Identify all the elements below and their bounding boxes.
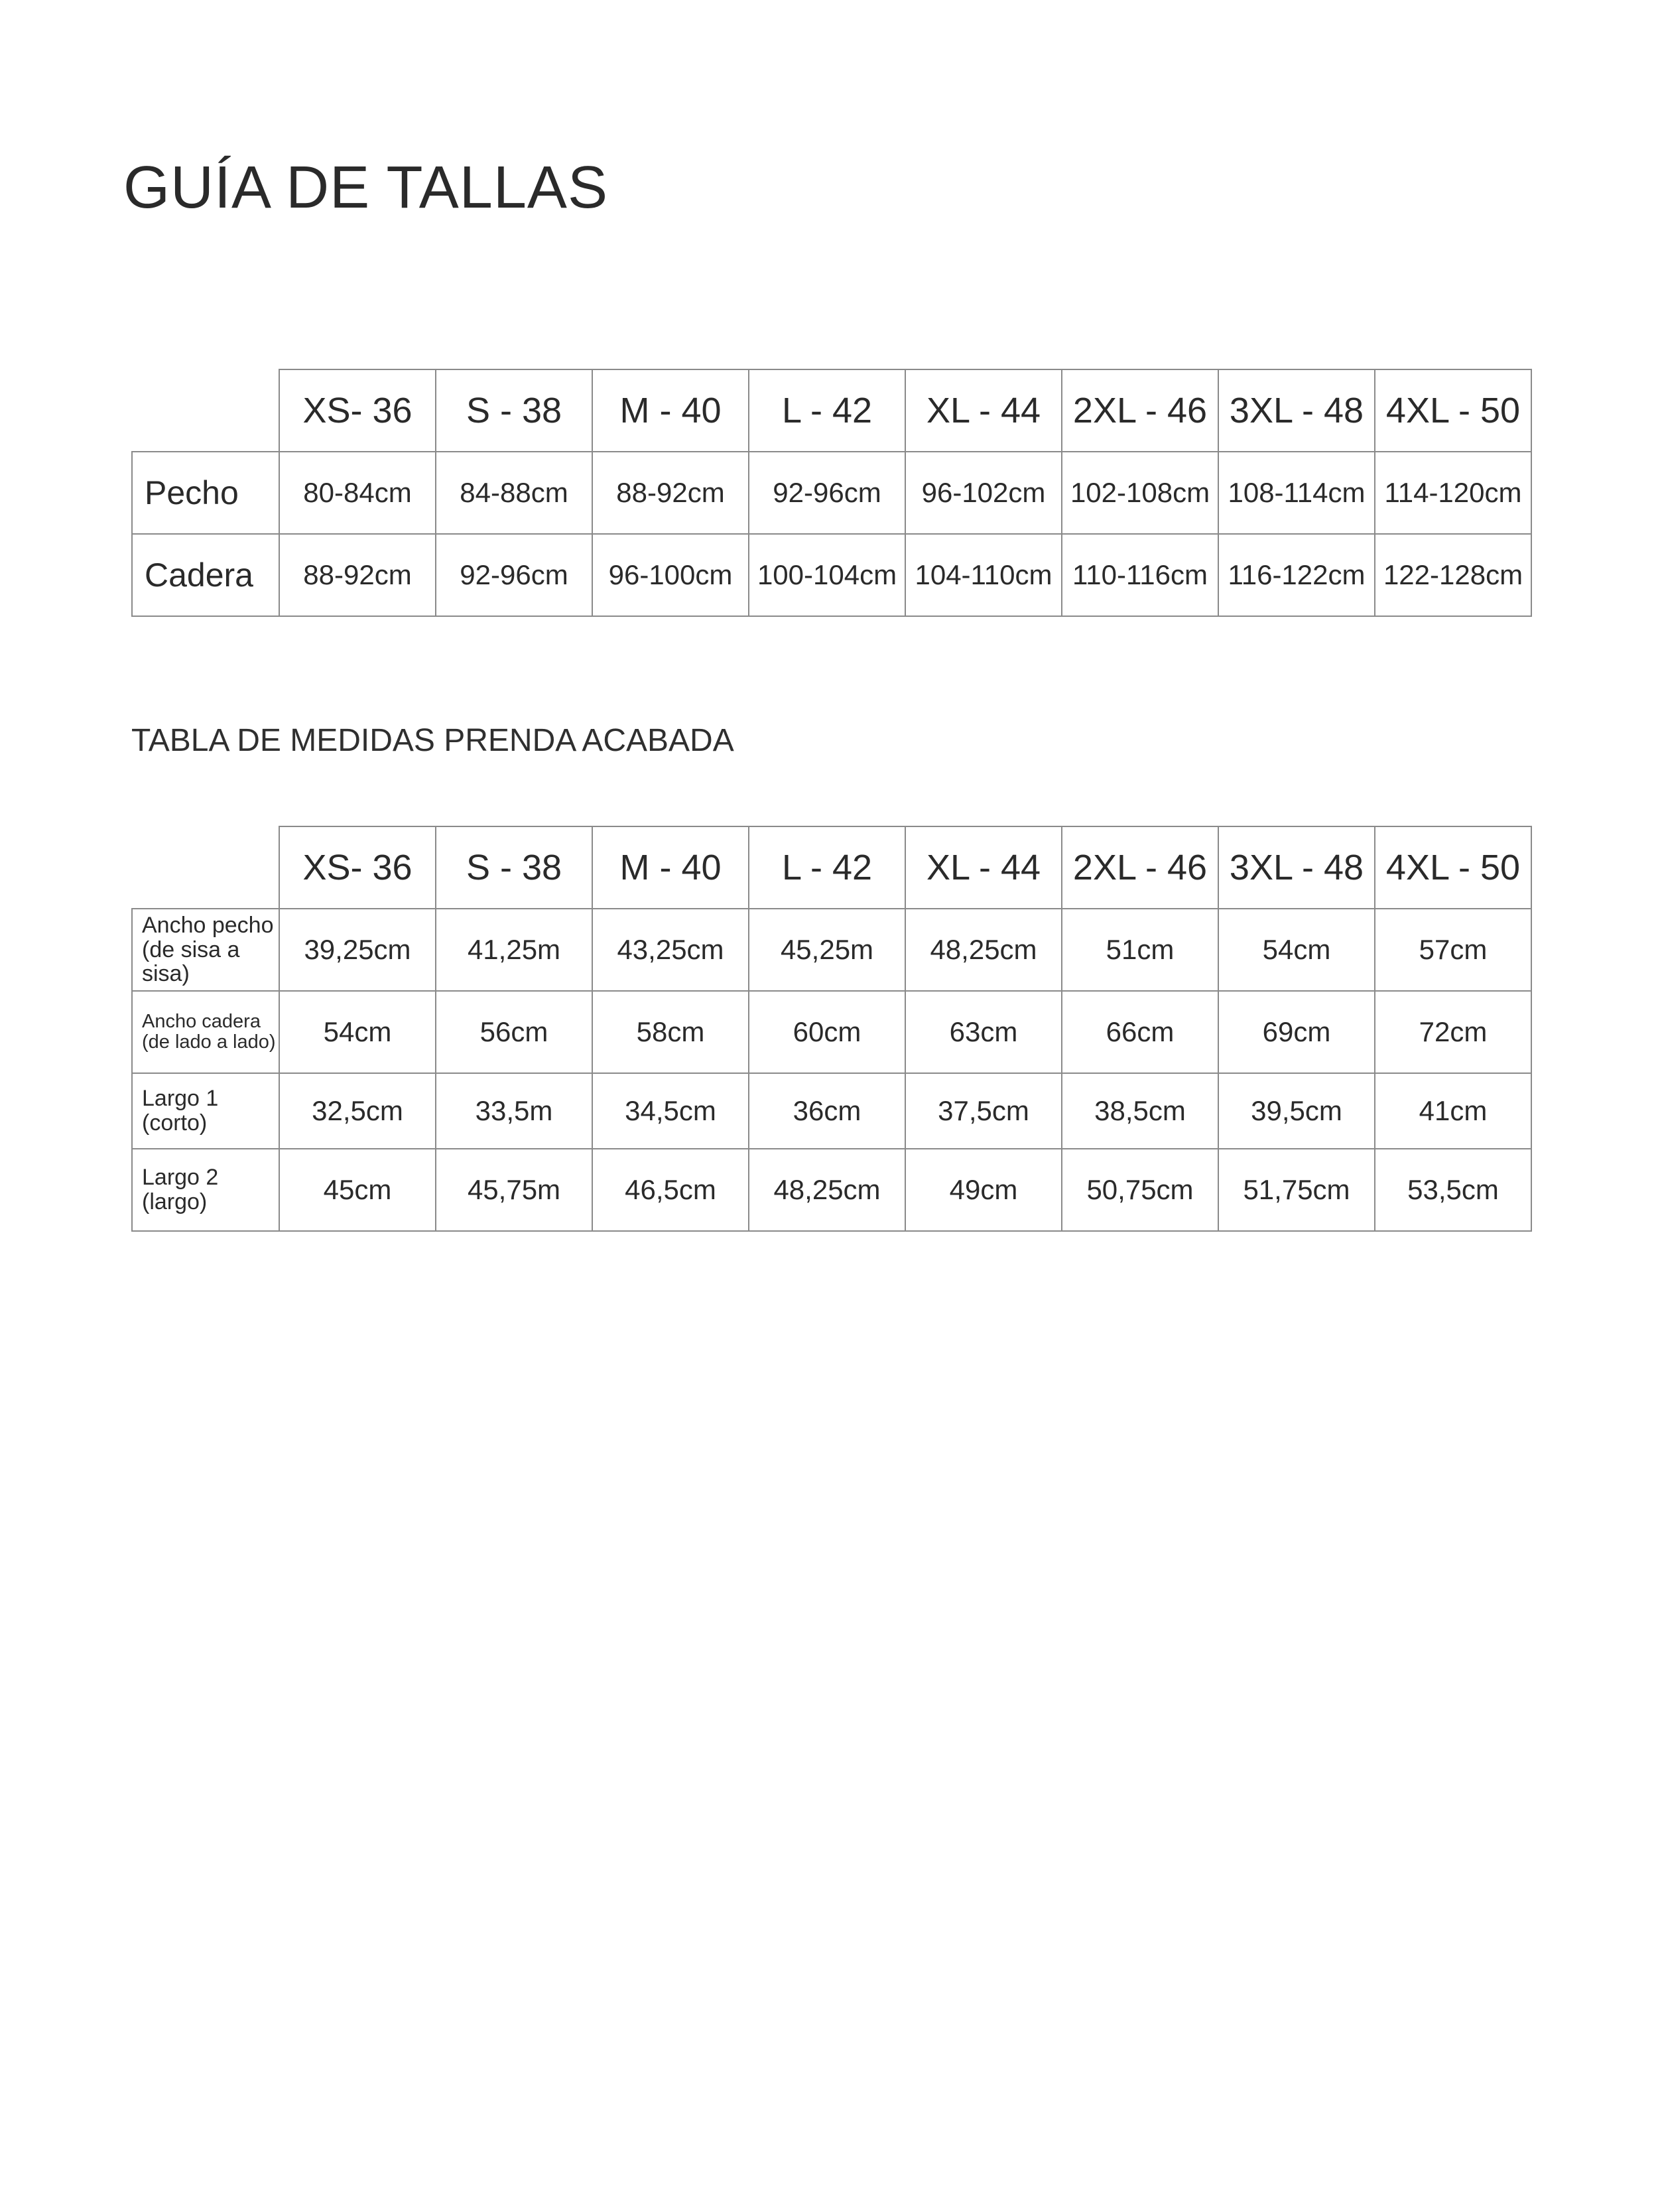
row-label: Cadera bbox=[132, 534, 279, 616]
size-header: XS- 36 bbox=[279, 369, 436, 452]
page-title: GUÍA DE TALLAS bbox=[123, 155, 608, 221]
measurement-cell: 39,5cm bbox=[1218, 1073, 1375, 1149]
measurement-cell: 38,5cm bbox=[1062, 1073, 1218, 1149]
garment-measurements-table bbox=[131, 826, 1532, 1232]
measurement-cell: 84-88cm bbox=[436, 452, 592, 534]
measurement-cell: 48,25cm bbox=[749, 1149, 905, 1231]
measurement-cell: 32,5cm bbox=[279, 1073, 436, 1149]
table-row bbox=[132, 909, 1531, 991]
corner-cell bbox=[132, 369, 279, 452]
body-measurements-table bbox=[131, 369, 1532, 617]
measurement-cell: 92-96cm bbox=[749, 452, 905, 534]
measurement-cell: 50,75cm bbox=[1062, 1149, 1218, 1231]
size-header: S - 38 bbox=[436, 369, 592, 452]
size-header: M - 40 bbox=[592, 826, 749, 909]
size-header: L - 42 bbox=[749, 369, 905, 452]
measurement-cell: 53,5cm bbox=[1375, 1149, 1531, 1231]
measurement-cell: 36cm bbox=[749, 1073, 905, 1149]
measurement-cell: 51,75cm bbox=[1218, 1149, 1375, 1231]
size-header: XL - 44 bbox=[905, 369, 1062, 452]
measurement-cell: 45,75m bbox=[436, 1149, 592, 1231]
measurement-cell: 66cm bbox=[1062, 991, 1218, 1073]
measurement-cell: 43,25cm bbox=[592, 909, 749, 991]
measurement-cell: 45cm bbox=[279, 1149, 436, 1231]
size-header: 3XL - 48 bbox=[1218, 369, 1375, 452]
table-row bbox=[132, 991, 1531, 1073]
size-header-row bbox=[132, 826, 1531, 909]
size-header: 2XL - 46 bbox=[1062, 826, 1218, 909]
measurement-cell: 46,5cm bbox=[592, 1149, 749, 1231]
measurement-cell: 63cm bbox=[905, 991, 1062, 1073]
measurement-cell: 96-100cm bbox=[592, 534, 749, 616]
measurement-cell: 108-114cm bbox=[1218, 452, 1375, 534]
measurement-cell: 72cm bbox=[1375, 991, 1531, 1073]
row-label: Largo 1 (corto) bbox=[132, 1073, 279, 1149]
row-label: Ancho pecho (de sisa a sisa) bbox=[132, 909, 279, 991]
size-header: XL - 44 bbox=[905, 826, 1062, 909]
measurement-cell: 88-92cm bbox=[592, 452, 749, 534]
measurement-cell: 51cm bbox=[1062, 909, 1218, 991]
measurement-cell: 88-92cm bbox=[279, 534, 436, 616]
measurement-cell: 102-108cm bbox=[1062, 452, 1218, 534]
measurement-cell: 69cm bbox=[1218, 991, 1375, 1073]
measurement-cell: 41,25m bbox=[436, 909, 592, 991]
measurement-cell: 54cm bbox=[279, 991, 436, 1073]
measurement-cell: 41cm bbox=[1375, 1073, 1531, 1149]
measurement-cell: 100-104cm bbox=[749, 534, 905, 616]
measurement-cell: 49cm bbox=[905, 1149, 1062, 1231]
table-row bbox=[132, 534, 1531, 616]
measurement-cell: 104-110cm bbox=[905, 534, 1062, 616]
measurement-cell: 39,25cm bbox=[279, 909, 436, 991]
measurement-cell: 114-120cm bbox=[1375, 452, 1531, 534]
size-header: 4XL - 50 bbox=[1375, 369, 1531, 452]
measurement-cell: 58cm bbox=[592, 991, 749, 1073]
row-label: Largo 2 (largo) bbox=[132, 1149, 279, 1231]
section-title: TABLA DE MEDIDAS PRENDA ACABADA bbox=[131, 723, 734, 758]
measurement-cell: 116-122cm bbox=[1218, 534, 1375, 616]
size-header: 2XL - 46 bbox=[1062, 369, 1218, 452]
measurement-cell: 56cm bbox=[436, 991, 592, 1073]
measurement-cell: 48,25cm bbox=[905, 909, 1062, 991]
measurement-cell: 37,5cm bbox=[905, 1073, 1062, 1149]
row-label: Pecho bbox=[132, 452, 279, 534]
size-header: S - 38 bbox=[436, 826, 592, 909]
measurement-cell: 80-84cm bbox=[279, 452, 436, 534]
corner-cell bbox=[132, 826, 279, 909]
table-row bbox=[132, 452, 1531, 534]
table-row bbox=[132, 1073, 1531, 1149]
measurement-cell: 54cm bbox=[1218, 909, 1375, 991]
size-header-row bbox=[132, 369, 1531, 452]
measurement-cell: 110-116cm bbox=[1062, 534, 1218, 616]
measurement-cell: 34,5cm bbox=[592, 1073, 749, 1149]
measurement-cell: 96-102cm bbox=[905, 452, 1062, 534]
measurement-cell: 45,25m bbox=[749, 909, 905, 991]
size-header: M - 40 bbox=[592, 369, 749, 452]
size-header: 4XL - 50 bbox=[1375, 826, 1531, 909]
measurement-cell: 57cm bbox=[1375, 909, 1531, 991]
measurement-cell: 92-96cm bbox=[436, 534, 592, 616]
measurement-cell: 60cm bbox=[749, 991, 905, 1073]
table-row bbox=[132, 1149, 1531, 1231]
size-header: XS- 36 bbox=[279, 826, 436, 909]
measurement-cell: 122-128cm bbox=[1375, 534, 1531, 616]
size-header: L - 42 bbox=[749, 826, 905, 909]
row-label: Ancho cadera (de lado a lado) bbox=[132, 991, 279, 1073]
size-header: 3XL - 48 bbox=[1218, 826, 1375, 909]
measurement-cell: 33,5m bbox=[436, 1073, 592, 1149]
